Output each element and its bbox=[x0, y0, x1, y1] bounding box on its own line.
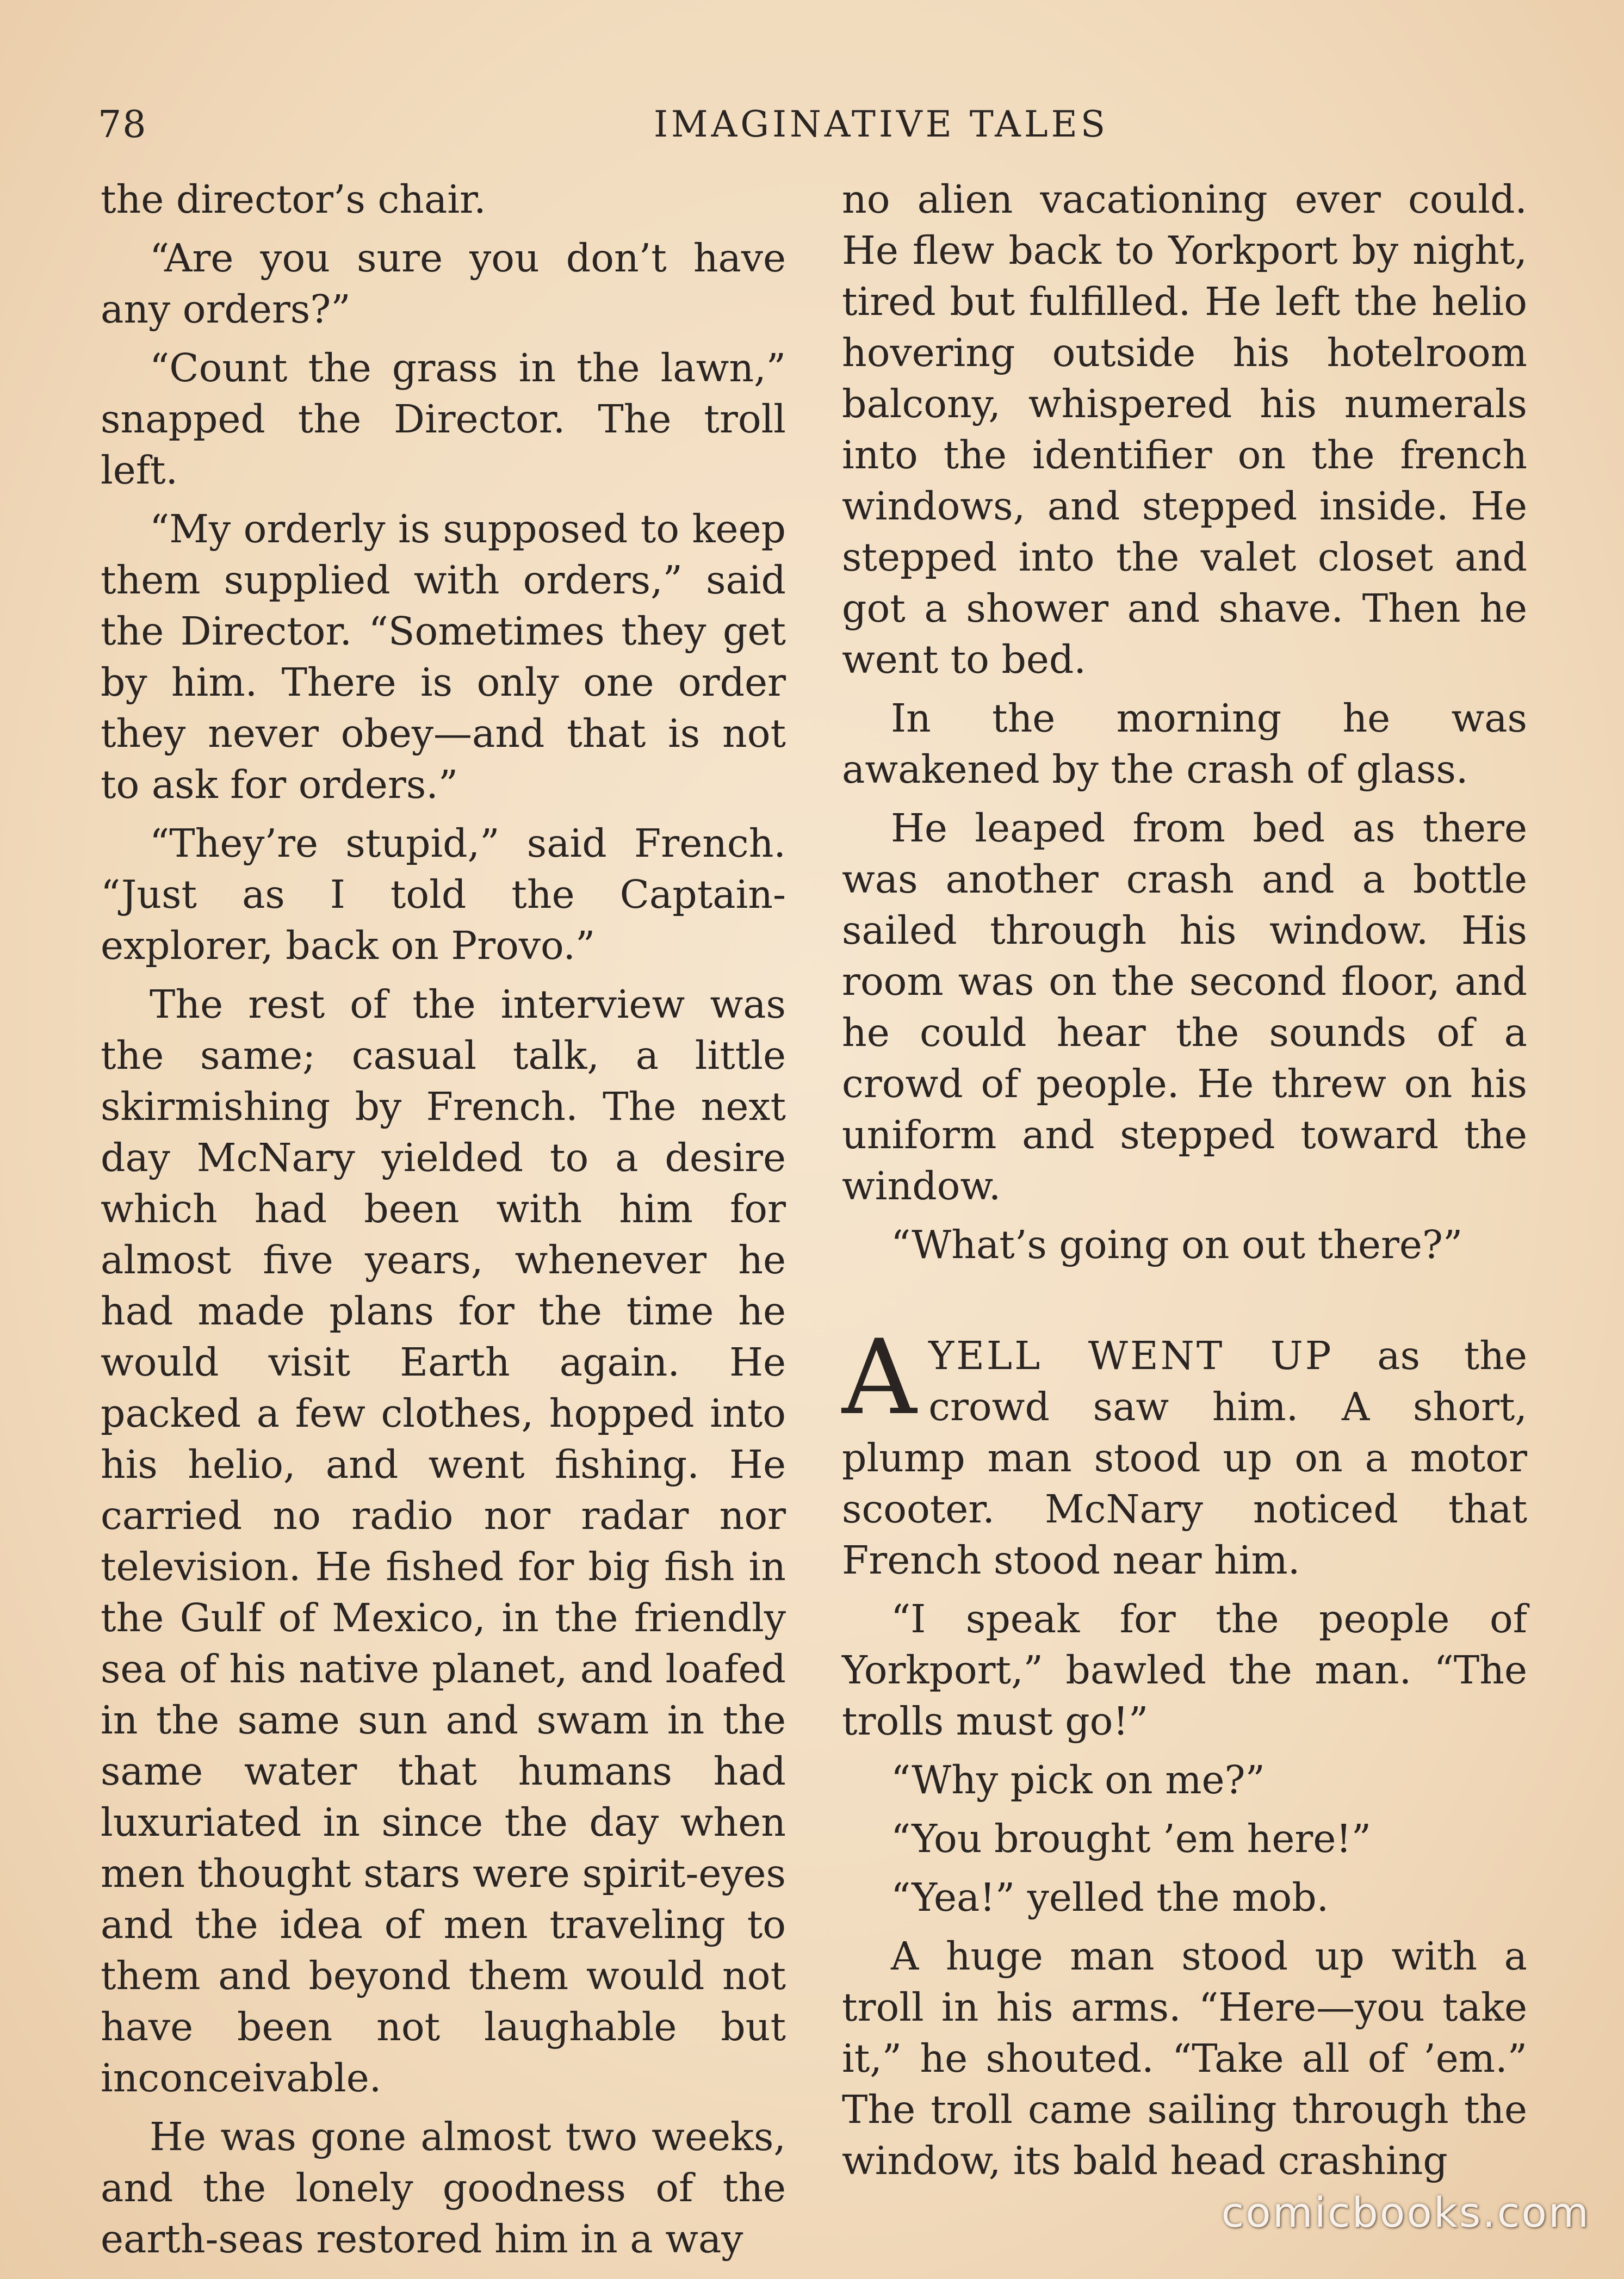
paragraph: “What’s going on out there?” bbox=[891, 1222, 1463, 1267]
paragraph: “They’re stupid,” said French. “Just as I told the Captain-explorer, back on Provo.” bbox=[101, 821, 786, 968]
drop-cap: A bbox=[842, 1317, 917, 1438]
page-number: 78 bbox=[98, 103, 147, 146]
right-column bbox=[842, 174, 1527, 2194]
dropcap-paragraph bbox=[842, 1317, 1527, 1586]
small-caps-lead: YELL WENT UP bbox=[928, 1333, 1334, 1378]
paragraph: He was gone almost two weeks, and the lonely goodness of the earth-seas restored him in a way bbox=[101, 2114, 786, 2262]
section-break bbox=[842, 1278, 1527, 1330]
running-head: IMAGINATIVE TALES bbox=[653, 103, 1109, 145]
paragraph: “Are you sure you don’t have any orders?” bbox=[101, 236, 786, 332]
paragraph: The rest of the interview was the same; casual talk, a little skirmishing by French. The next day McNary yielded to a desire which had been with him for almost five years, whenever he had made plans for the time he would visit Earth again. He packed a few clothes, hopped into his helio, and went fishing. He carried no radio nor radar nor television. He fished for big fish in the Gulf of Mexico, in the friendly sea of his native planet, and loafed in the same sun and swam in the same water that humans had luxuriated in since the day when men thought stars were spirit-eyes and the idea of men traveling to them and beyond them would not have been not laughable but inconceivable. bbox=[101, 982, 786, 2101]
watermark: comicbooks.com bbox=[1221, 2188, 1590, 2237]
paragraph: “My orderly is supposed to keep them supplied with orders,” said the Director. “Sometimes they get by him. There is only one order they never obey—and that is not to ask for orders.” bbox=[101, 506, 786, 807]
paragraph: He leaped from bed as there was another crash and a bottle sailed through his window. His room was on the second floor, and he could hear the sounds of a crowd of people. He threw on his uniform and stepped toward the window. bbox=[842, 806, 1527, 1209]
paragraph: “Count the grass in the lawn,” snapped the Director. The troll left. bbox=[101, 345, 786, 493]
paragraph-text: as the crowd saw him. A short, plump man stood up on a motor scooter. McNary noticed that French stood near him. bbox=[842, 1333, 1527, 1583]
paragraph: “You brought ’em here!” bbox=[891, 1816, 1372, 1861]
left-column bbox=[101, 174, 786, 2272]
paragraph: “Yea!” yelled the mob. bbox=[891, 1875, 1329, 1920]
paragraph: “Why pick on me?” bbox=[891, 1757, 1265, 1803]
paragraph: the director’s chair. bbox=[101, 177, 486, 222]
paragraph: no alien vacationing ever could. He flew back to Yorkport by night, tired but fulfilled. He left the helio hovering outside his hotelroom balcony, whispered his numerals into the identifier on the french windows, and stepped inside. He stepped into the valet closet and got a shower and shave. Then he went to bed. bbox=[842, 177, 1527, 682]
paragraph: In the morning he was awakened by the crash of glass. bbox=[842, 696, 1527, 792]
page-header bbox=[98, 103, 1534, 163]
paragraph: “I speak for the people of Yorkport,” bawled the man. “The trolls must go!” bbox=[842, 1596, 1527, 1744]
paragraph: A huge man stood up with a troll in his arms. “Here—you take it,” he shouted. “Take all of ’em.” The troll came sailing through the window, its bald head crashing bbox=[842, 1934, 1527, 2183]
